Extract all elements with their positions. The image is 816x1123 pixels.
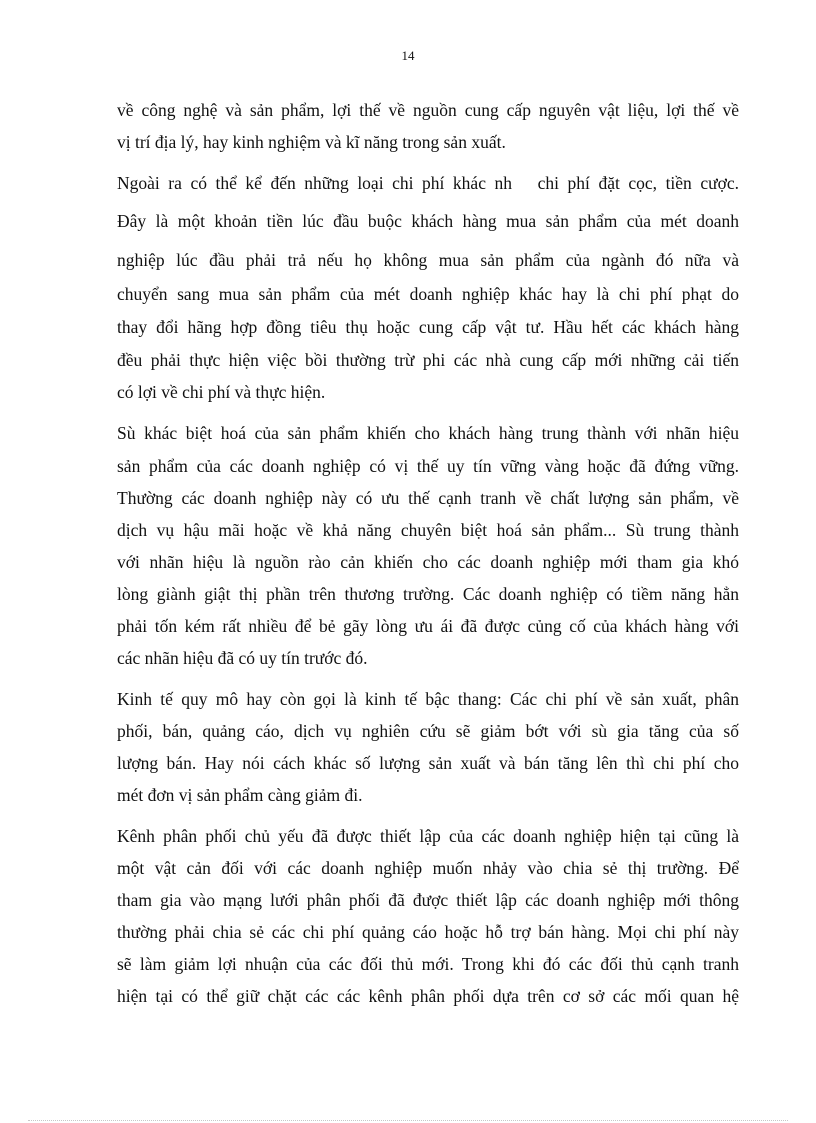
text-line: chuyển sang mua sản phẩm của mét doanh nghiệp khác hay là chi phí phạt do [117, 284, 739, 304]
text-line: sản phẩm của các doanh nghiệp có vị thế uy tín vững vàng hoặc đã đứng vững. [117, 456, 739, 476]
page-number: 14 [401, 48, 415, 63]
text-line: thay đổi hãng hợp đồng tiêu thụ hoặc cung cấp vật tư. Hầu hết các khách hàng [117, 317, 739, 337]
text-line: với nhãn hiệu là nguồn rào cản khiến cho các doanh nghiệp mới tham gia khó [117, 552, 739, 572]
text-line: Sù khác biệt hoá của sản phẩm khiến cho khách hàng trung thành với nhãn hiệu [117, 423, 739, 443]
text-line: lượng bán. Hay nói cách khác số lượng sản xuất và bán tăng lên thì chi phí cho [117, 753, 739, 773]
page-bottom-border [28, 1120, 788, 1121]
text-line: mét đơn vị sản phẩm càng giảm đi. [117, 785, 363, 805]
text-line: các nhãn hiệu đã có uy tín trước đó. [117, 648, 368, 668]
text-line: vị trí địa lý, hay kinh nghiệm và kĩ năng trong sản xuất. [117, 132, 506, 152]
text-line: thường phải chia sẻ các chi phí quảng cáo hoặc hỗ trợ bán hàng. Mọi chi phí này [117, 922, 739, 942]
text-line: đều phải thực hiện việc bồi thường trừ phi các nhà cung cấp mới những cải tiến [117, 350, 739, 370]
text-line: nghiệp lúc đầu phải trả nếu họ không mua sản phẩm của ngành đó nữa và [117, 250, 739, 270]
text-line: một vật cản đối với các doanh nghiệp muốn nhảy vào chia sẻ thị trường. Để [117, 858, 739, 878]
text-line: hiện tại có thể giữ chặt các các kênh phân phối dựa trên cơ sở các mối quan hệ [117, 986, 739, 1006]
text-line: sẽ làm giảm lợi nhuận của các đối thủ mới. Trong khi đó các đối thủ cạnh tranh [117, 954, 739, 974]
text-line: phối, bán, quảng cáo, dịch vụ nghiên cứu sẽ giảm bớt với sù gia tăng của số [117, 721, 739, 741]
text-line: Thường các doanh nghiệp này có ưu thế cạnh tranh về chất lượng sản phẩm, về [117, 488, 739, 508]
text-line: Kinh tế quy mô hay còn gọi là kinh tế bậc thang: Các chi phí về sản xuất, phân [117, 689, 739, 709]
text-line: Đây là một khoản tiền lúc đầu buộc khách hàng mua sản phẩm của mét doanh [117, 211, 739, 231]
text-line: về công nghệ và sản phẩm, lợi thế về nguồn cung cấp nguyên vật liệu, lợi thế về [117, 100, 739, 120]
text-line: tham gia vào mạng lưới phân phối đã được thiết lập các doanh nghiệp mới thông [117, 890, 739, 910]
text-line: phải tốn kém rất nhiều để bẻ gãy lòng ưu ái đã được củng cố của khách hàng với [117, 616, 739, 636]
text-line: có lợi về chi phí và thực hiện. [117, 382, 326, 402]
text-line: dịch vụ hậu mãi hoặc về khả năng chuyên biệt hoá sản phẩm... Sù trung thành [117, 520, 739, 540]
text-line: Ngoài ra có thể kể đến những loại chi phí khác nh chi phí đặt cọc, tiền cược. [117, 173, 739, 193]
text-line: lòng giành giật thị phần trên thương trường. Các doanh nghiệp có tiềm năng hẳn [117, 584, 739, 604]
text-line: Kênh phân phối chủ yếu đã được thiết lập của các doanh nghiệp hiện tại cũng là [117, 826, 739, 846]
